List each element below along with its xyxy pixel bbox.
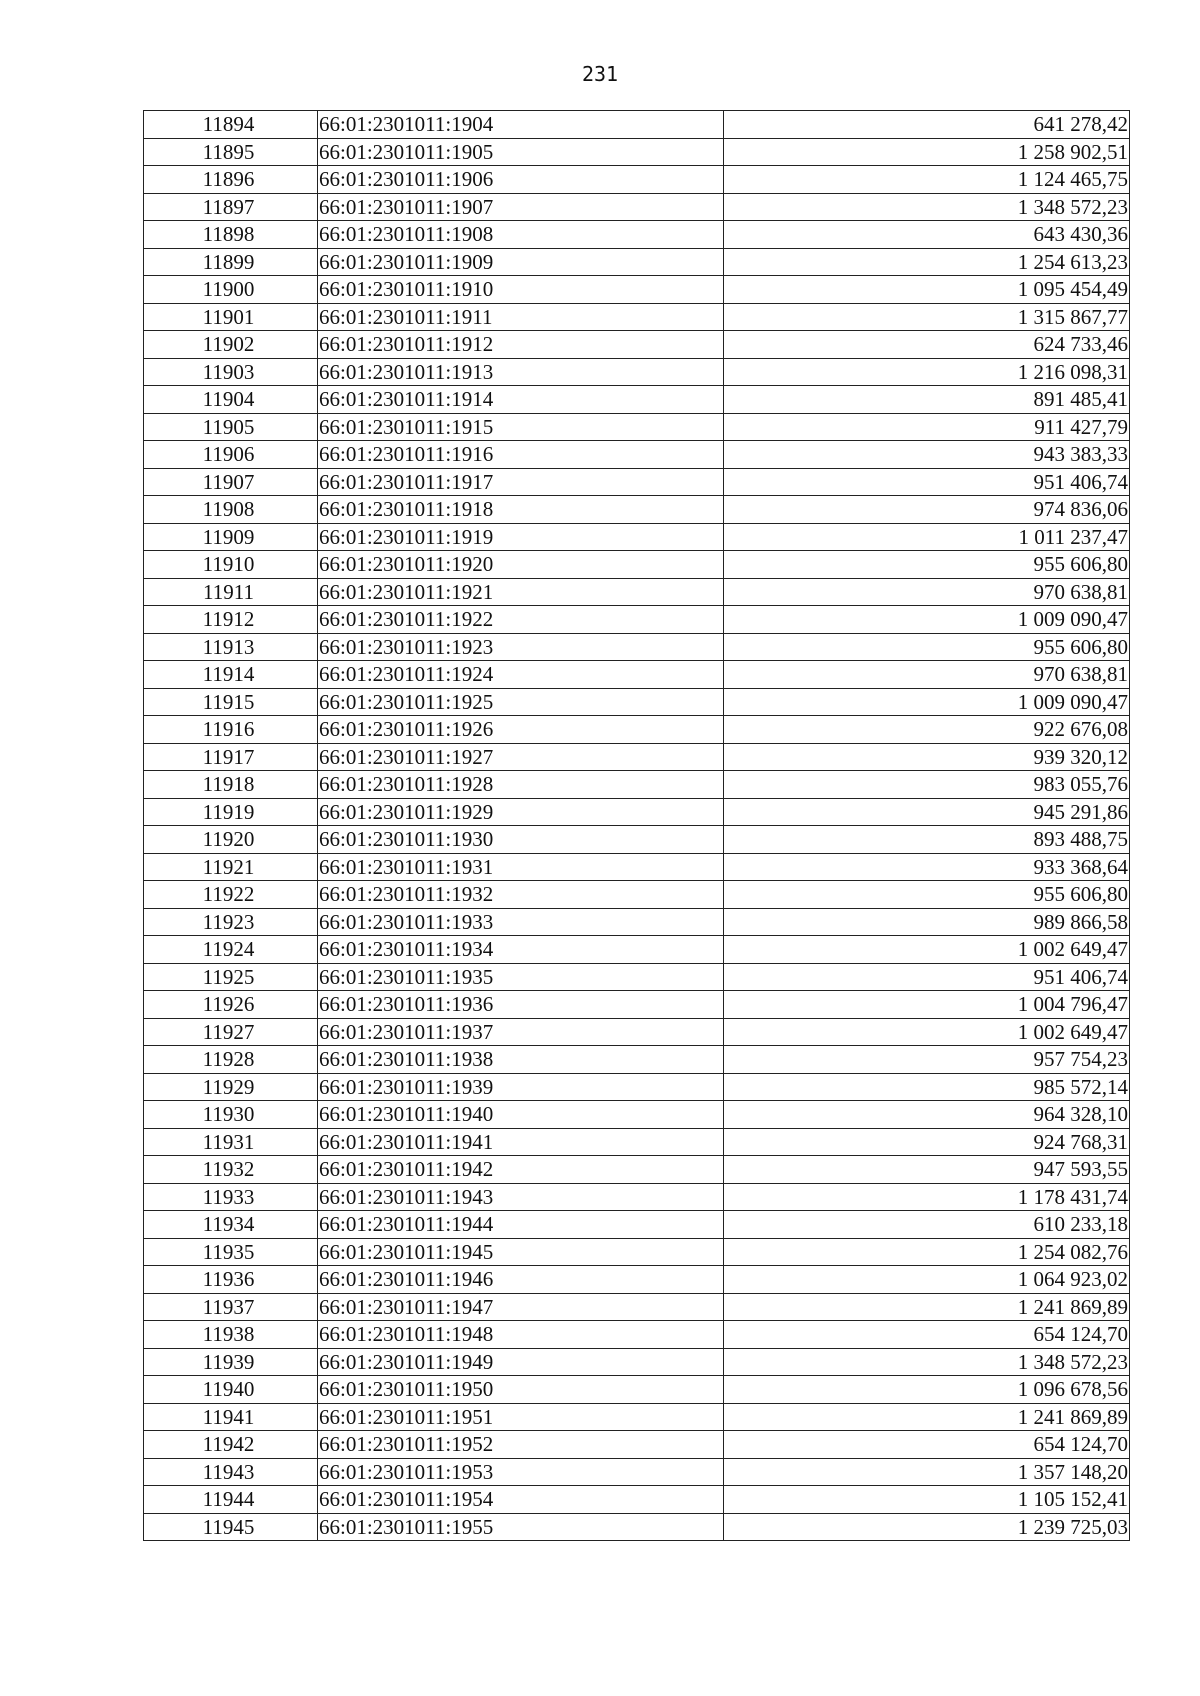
row-number-cell: 11918 (144, 771, 318, 799)
table-row (144, 221, 1130, 249)
cadastral-value-cell: 1 258 902,51 (724, 138, 1130, 166)
table-row (144, 578, 1130, 606)
row-number-cell: 11920 (144, 826, 318, 854)
cadastral-value-cell: 957 754,23 (724, 1046, 1130, 1074)
cadastral-value-cell: 970 638,81 (724, 578, 1130, 606)
cadastral-number-cell: 66:01:2301011:1947 (318, 1293, 724, 1321)
row-number-cell: 11910 (144, 551, 318, 579)
row-number-cell: 11896 (144, 166, 318, 194)
row-number-cell: 11940 (144, 1376, 318, 1404)
cadastral-value-cell: 610 233,18 (724, 1211, 1130, 1239)
table-row (144, 1211, 1130, 1239)
cadastral-value-cell: 985 572,14 (724, 1073, 1130, 1101)
table-row (144, 1486, 1130, 1514)
cadastral-number-cell: 66:01:2301011:1928 (318, 771, 724, 799)
table-row (144, 1018, 1130, 1046)
cadastral-number-cell: 66:01:2301011:1936 (318, 991, 724, 1019)
table-row (144, 1376, 1130, 1404)
cadastral-number-cell: 66:01:2301011:1914 (318, 386, 724, 414)
table-row (144, 358, 1130, 386)
row-number-cell: 11942 (144, 1431, 318, 1459)
table-row (144, 248, 1130, 276)
cadastral-number-cell: 66:01:2301011:1932 (318, 881, 724, 909)
table-row (144, 908, 1130, 936)
cadastral-number-cell: 66:01:2301011:1925 (318, 688, 724, 716)
cadastral-number-cell: 66:01:2301011:1907 (318, 193, 724, 221)
cadastral-value-cell: 922 676,08 (724, 716, 1130, 744)
cadastral-value-cell: 654 124,70 (724, 1321, 1130, 1349)
cadastral-value-cell: 1 178 431,74 (724, 1183, 1130, 1211)
cadastral-number-cell: 66:01:2301011:1919 (318, 523, 724, 551)
cadastral-number-cell: 66:01:2301011:1952 (318, 1431, 724, 1459)
row-number-cell: 11941 (144, 1403, 318, 1431)
cadastral-number-cell: 66:01:2301011:1950 (318, 1376, 724, 1404)
row-number-cell: 11930 (144, 1101, 318, 1129)
table-row (144, 826, 1130, 854)
page-number: 231 (581, 62, 619, 86)
cadastral-number-cell: 66:01:2301011:1909 (318, 248, 724, 276)
cadastral-value-cell: 970 638,81 (724, 661, 1130, 689)
cadastral-value-table (143, 110, 1130, 1541)
row-number-cell: 11927 (144, 1018, 318, 1046)
table-row (144, 1293, 1130, 1321)
table-row (144, 193, 1130, 221)
table-row (144, 1046, 1130, 1074)
cadastral-value-cell: 1 002 649,47 (724, 1018, 1130, 1046)
row-number-cell: 11916 (144, 716, 318, 744)
row-number-cell: 11924 (144, 936, 318, 964)
row-number-cell: 11936 (144, 1266, 318, 1294)
table-row (144, 606, 1130, 634)
cadastral-number-cell: 66:01:2301011:1945 (318, 1238, 724, 1266)
row-number-cell: 11931 (144, 1128, 318, 1156)
row-number-cell: 11922 (144, 881, 318, 909)
row-number-cell: 11894 (144, 111, 318, 139)
row-number-cell: 11943 (144, 1458, 318, 1486)
cadastral-value-cell: 1 216 098,31 (724, 358, 1130, 386)
cadastral-value-cell: 974 836,06 (724, 496, 1130, 524)
table-row (144, 1431, 1130, 1459)
table-row (144, 1266, 1130, 1294)
cadastral-value-cell: 955 606,80 (724, 551, 1130, 579)
cadastral-number-cell: 66:01:2301011:1906 (318, 166, 724, 194)
row-number-cell: 11937 (144, 1293, 318, 1321)
cadastral-number-cell: 66:01:2301011:1917 (318, 468, 724, 496)
cadastral-number-cell: 66:01:2301011:1904 (318, 111, 724, 139)
cadastral-value-cell: 964 328,10 (724, 1101, 1130, 1129)
cadastral-number-cell: 66:01:2301011:1916 (318, 441, 724, 469)
cadastral-number-cell: 66:01:2301011:1912 (318, 331, 724, 359)
cadastral-value-cell: 643 430,36 (724, 221, 1130, 249)
cadastral-number-cell: 66:01:2301011:1941 (318, 1128, 724, 1156)
cadastral-value-cell: 1 241 869,89 (724, 1403, 1130, 1431)
row-number-cell: 11935 (144, 1238, 318, 1266)
row-number-cell: 11909 (144, 523, 318, 551)
row-number-cell: 11925 (144, 963, 318, 991)
table-row (144, 413, 1130, 441)
cadastral-number-cell: 66:01:2301011:1942 (318, 1156, 724, 1184)
cadastral-number-cell: 66:01:2301011:1930 (318, 826, 724, 854)
cadastral-value-cell: 933 368,64 (724, 853, 1130, 881)
table-row (144, 661, 1130, 689)
row-number-cell: 11897 (144, 193, 318, 221)
table-row (144, 551, 1130, 579)
table-row (144, 1101, 1130, 1129)
table-row (144, 1238, 1130, 1266)
table-row (144, 881, 1130, 909)
row-number-cell: 11904 (144, 386, 318, 414)
row-number-cell: 11911 (144, 578, 318, 606)
cadastral-number-cell: 66:01:2301011:1951 (318, 1403, 724, 1431)
cadastral-value-cell: 1 009 090,47 (724, 606, 1130, 634)
cadastral-number-cell: 66:01:2301011:1944 (318, 1211, 724, 1239)
table-row (144, 936, 1130, 964)
row-number-cell: 11915 (144, 688, 318, 716)
row-number-cell: 11917 (144, 743, 318, 771)
row-number-cell: 11913 (144, 633, 318, 661)
table-row (144, 1348, 1130, 1376)
cadastral-number-cell: 66:01:2301011:1946 (318, 1266, 724, 1294)
row-number-cell: 11928 (144, 1046, 318, 1074)
cadastral-value-cell: 955 606,80 (724, 881, 1130, 909)
cadastral-value-cell: 983 055,76 (724, 771, 1130, 799)
cadastral-value-cell: 1 357 148,20 (724, 1458, 1130, 1486)
table-row (144, 441, 1130, 469)
table-row (144, 1128, 1130, 1156)
cadastral-value-cell: 943 383,33 (724, 441, 1130, 469)
cadastral-number-cell: 66:01:2301011:1953 (318, 1458, 724, 1486)
cadastral-value-cell: 1 254 613,23 (724, 248, 1130, 276)
table-row (144, 331, 1130, 359)
row-number-cell: 11907 (144, 468, 318, 496)
cadastral-number-cell: 66:01:2301011:1913 (318, 358, 724, 386)
row-number-cell: 11914 (144, 661, 318, 689)
cadastral-number-cell: 66:01:2301011:1920 (318, 551, 724, 579)
cadastral-number-cell: 66:01:2301011:1940 (318, 1101, 724, 1129)
cadastral-value-cell: 1 241 869,89 (724, 1293, 1130, 1321)
table-row (144, 853, 1130, 881)
cadastral-number-cell: 66:01:2301011:1939 (318, 1073, 724, 1101)
cadastral-value-cell: 654 124,70 (724, 1431, 1130, 1459)
cadastral-value-cell: 1 315 867,77 (724, 303, 1130, 331)
row-number-cell: 11912 (144, 606, 318, 634)
cadastral-value-cell: 1 004 796,47 (724, 991, 1130, 1019)
cadastral-number-cell: 66:01:2301011:1934 (318, 936, 724, 964)
row-number-cell: 11899 (144, 248, 318, 276)
cadastral-value-cell: 947 593,55 (724, 1156, 1130, 1184)
table-row (144, 1513, 1130, 1541)
cadastral-number-cell: 66:01:2301011:1923 (318, 633, 724, 661)
cadastral-value-cell: 955 606,80 (724, 633, 1130, 661)
table-row (144, 111, 1130, 139)
row-number-cell: 11906 (144, 441, 318, 469)
cadastral-value-cell: 1 009 090,47 (724, 688, 1130, 716)
table-row (144, 166, 1130, 194)
row-number-cell: 11903 (144, 358, 318, 386)
row-number-cell: 11919 (144, 798, 318, 826)
cadastral-number-cell: 66:01:2301011:1949 (318, 1348, 724, 1376)
cadastral-value-cell: 989 866,58 (724, 908, 1130, 936)
cadastral-value-cell: 911 427,79 (724, 413, 1130, 441)
cadastral-value-cell: 1 254 082,76 (724, 1238, 1130, 1266)
cadastral-value-cell: 951 406,74 (724, 468, 1130, 496)
cadastral-number-cell: 66:01:2301011:1931 (318, 853, 724, 881)
row-number-cell: 11900 (144, 276, 318, 304)
row-number-cell: 11926 (144, 991, 318, 1019)
table-row (144, 1458, 1130, 1486)
table-row (144, 303, 1130, 331)
cadastral-value-cell: 1 348 572,23 (724, 1348, 1130, 1376)
row-number-cell: 11944 (144, 1486, 318, 1514)
cadastral-number-cell: 66:01:2301011:1908 (318, 221, 724, 249)
table-row (144, 633, 1130, 661)
row-number-cell: 11902 (144, 331, 318, 359)
table-row (144, 963, 1130, 991)
cadastral-number-cell: 66:01:2301011:1910 (318, 276, 724, 304)
cadastral-number-cell: 66:01:2301011:1915 (318, 413, 724, 441)
table-row (144, 386, 1130, 414)
row-number-cell: 11901 (144, 303, 318, 331)
row-number-cell: 11895 (144, 138, 318, 166)
cadastral-number-cell: 66:01:2301011:1955 (318, 1513, 724, 1541)
cadastral-value-cell: 1 105 152,41 (724, 1486, 1130, 1514)
row-number-cell: 11934 (144, 1211, 318, 1239)
row-number-cell: 11921 (144, 853, 318, 881)
table-row (144, 991, 1130, 1019)
cadastral-value-cell: 1 011 237,47 (724, 523, 1130, 551)
cadastral-value-cell: 939 320,12 (724, 743, 1130, 771)
row-number-cell: 11905 (144, 413, 318, 441)
table-row (144, 1403, 1130, 1431)
cadastral-number-cell: 66:01:2301011:1938 (318, 1046, 724, 1074)
row-number-cell: 11939 (144, 1348, 318, 1376)
table-row (144, 468, 1130, 496)
cadastral-number-cell: 66:01:2301011:1921 (318, 578, 724, 606)
cadastral-value-cell: 1 002 649,47 (724, 936, 1130, 964)
cadastral-number-cell: 66:01:2301011:1954 (318, 1486, 724, 1514)
table-row (144, 1156, 1130, 1184)
cadastral-number-cell: 66:01:2301011:1922 (318, 606, 724, 634)
cadastral-number-cell: 66:01:2301011:1935 (318, 963, 724, 991)
cadastral-value-cell: 1 124 465,75 (724, 166, 1130, 194)
table-row (144, 1321, 1130, 1349)
row-number-cell: 11929 (144, 1073, 318, 1101)
cadastral-number-cell: 66:01:2301011:1918 (318, 496, 724, 524)
table-row (144, 716, 1130, 744)
cadastral-number-cell: 66:01:2301011:1905 (318, 138, 724, 166)
cadastral-value-cell: 951 406,74 (724, 963, 1130, 991)
table-row (144, 276, 1130, 304)
table-row (144, 1183, 1130, 1211)
table-row (144, 688, 1130, 716)
cadastral-value-cell: 891 485,41 (724, 386, 1130, 414)
table-row (144, 1073, 1130, 1101)
cadastral-number-cell: 66:01:2301011:1943 (318, 1183, 724, 1211)
cadastral-value-cell: 1 096 678,56 (724, 1376, 1130, 1404)
cadastral-value-cell: 641 278,42 (724, 111, 1130, 139)
cadastral-value-cell: 924 768,31 (724, 1128, 1130, 1156)
table-row (144, 496, 1130, 524)
cadastral-number-cell: 66:01:2301011:1948 (318, 1321, 724, 1349)
cadastral-value-cell: 1 095 454,49 (724, 276, 1130, 304)
table-row (144, 771, 1130, 799)
table-row (144, 743, 1130, 771)
cadastral-number-cell: 66:01:2301011:1911 (318, 303, 724, 331)
cadastral-value-cell: 945 291,86 (724, 798, 1130, 826)
row-number-cell: 11898 (144, 221, 318, 249)
cadastral-number-cell: 66:01:2301011:1926 (318, 716, 724, 744)
cadastral-number-cell: 66:01:2301011:1937 (318, 1018, 724, 1046)
table-row (144, 523, 1130, 551)
table-body (144, 111, 1130, 1541)
cadastral-number-cell: 66:01:2301011:1929 (318, 798, 724, 826)
table-row (144, 138, 1130, 166)
cadastral-value-cell: 1 239 725,03 (724, 1513, 1130, 1541)
cadastral-number-cell: 66:01:2301011:1933 (318, 908, 724, 936)
cadastral-value-cell: 1 064 923,02 (724, 1266, 1130, 1294)
table-row (144, 798, 1130, 826)
cadastral-value-cell: 624 733,46 (724, 331, 1130, 359)
cadastral-value-cell: 1 348 572,23 (724, 193, 1130, 221)
row-number-cell: 11945 (144, 1513, 318, 1541)
row-number-cell: 11932 (144, 1156, 318, 1184)
row-number-cell: 11923 (144, 908, 318, 936)
row-number-cell: 11933 (144, 1183, 318, 1211)
row-number-cell: 11908 (144, 496, 318, 524)
cadastral-number-cell: 66:01:2301011:1927 (318, 743, 724, 771)
row-number-cell: 11938 (144, 1321, 318, 1349)
cadastral-number-cell: 66:01:2301011:1924 (318, 661, 724, 689)
cadastral-value-cell: 893 488,75 (724, 826, 1130, 854)
